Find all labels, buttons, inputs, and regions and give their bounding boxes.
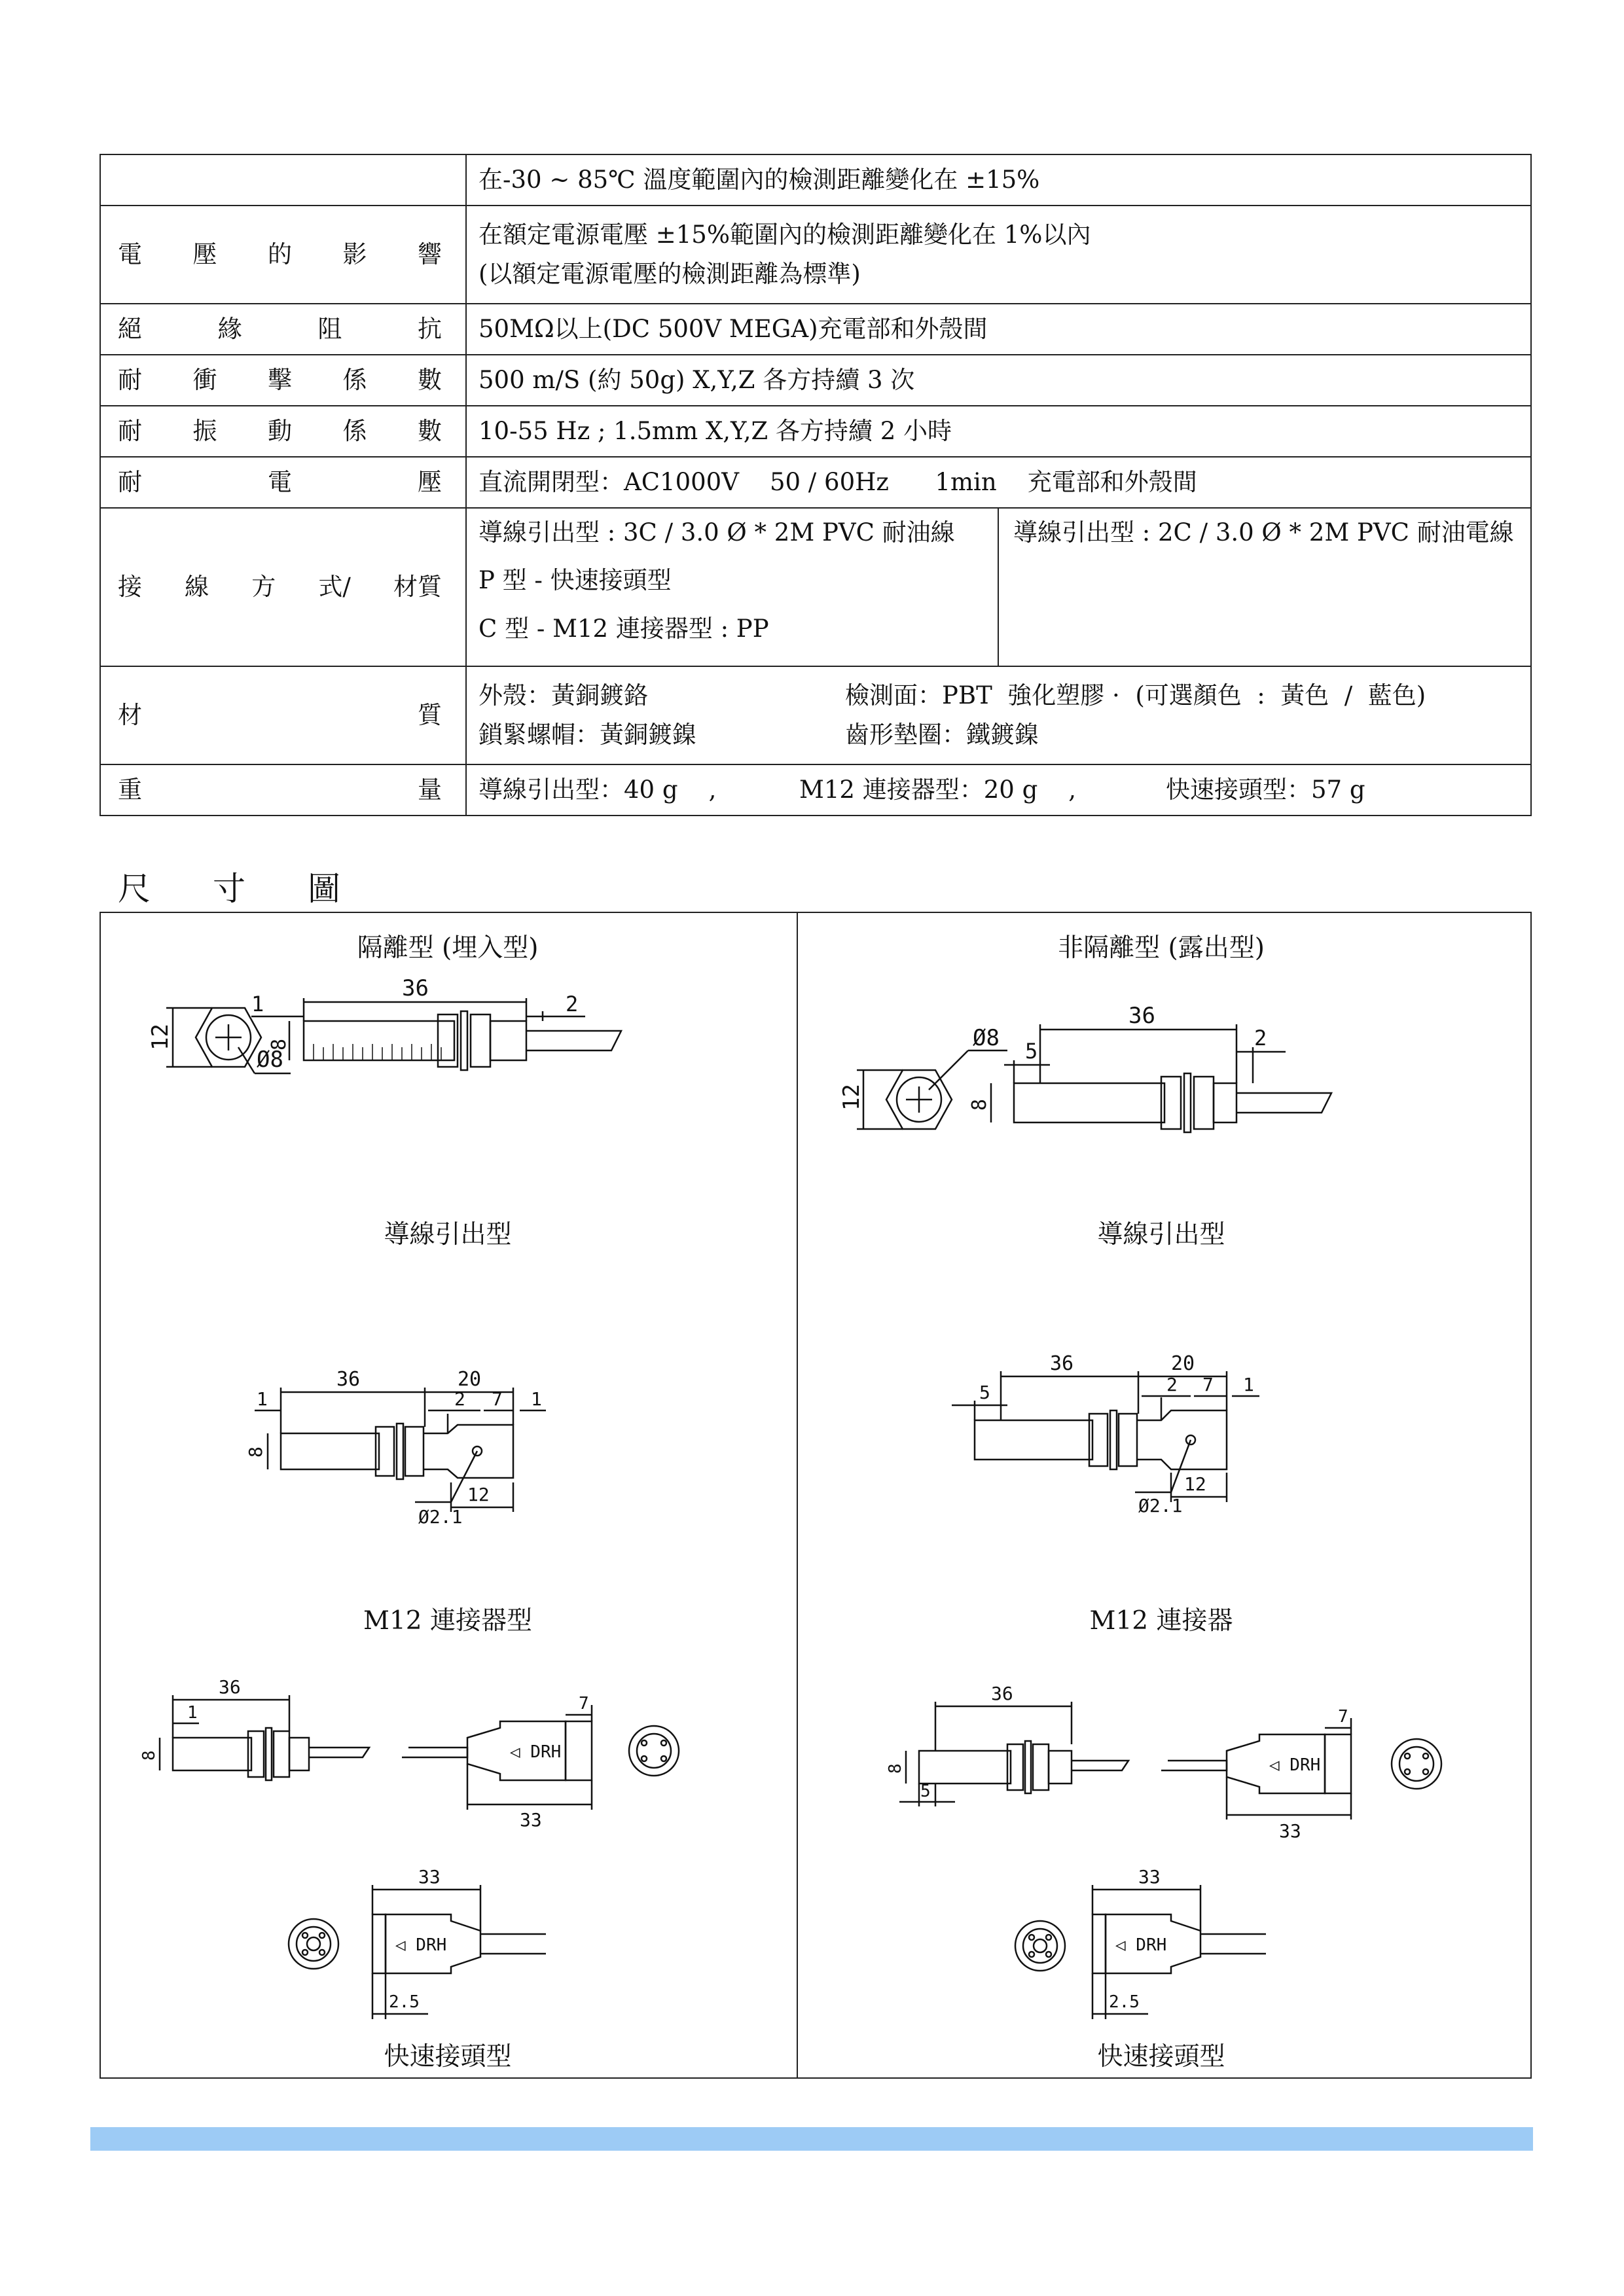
dim-25: 2.5 [389, 1992, 420, 2012]
drawing-right-m12 [854, 1332, 1508, 1541]
dim-12: 12 [467, 1484, 490, 1505]
dim-33: 33 [520, 1809, 542, 1831]
connector-body [1137, 1410, 1227, 1469]
dim-1: 1 [1243, 1374, 1254, 1395]
dim-1: 1 [251, 992, 264, 1016]
spec-row-withstand [100, 457, 1531, 508]
spec-value-voltage: 在額定電源電壓 ±15%範圍內的檢測距離變化在 1%以內 (以額定電源電壓的檢測距離為標準) [466, 206, 1531, 304]
dim-36: 36 [991, 1683, 1013, 1704]
cable [526, 1031, 621, 1050]
header-isolated: 隔離型 (埋入型) [357, 933, 539, 963]
drh-label-lower: ◁ DRH [395, 1935, 447, 1955]
dim-1: 1 [187, 1703, 198, 1723]
dim-25: 2.5 [1109, 1992, 1140, 2012]
drawing-left-m12 [140, 1352, 795, 1548]
cable [1236, 1093, 1331, 1113]
dim-8: 8 [245, 1446, 266, 1458]
spec-row-insulation [100, 304, 1531, 355]
spec-row-weight [100, 764, 1531, 816]
dim-phi8: Ø8 [257, 1047, 283, 1073]
dim-1b: 1 [531, 1388, 542, 1410]
spec-row-voltage [100, 206, 1531, 304]
dim-20: 20 [1171, 1352, 1195, 1375]
dim-5: 5 [979, 1382, 990, 1403]
cable-end [1161, 1761, 1227, 1770]
dim-12: 12 [839, 1084, 865, 1111]
threaded-body [919, 1751, 1011, 1784]
dim-20: 20 [458, 1368, 482, 1391]
spec-row-shock [100, 355, 1531, 406]
threaded-body [281, 1433, 379, 1469]
caption-left-m12: M12 連接器型 [363, 1606, 532, 1636]
spec-value-insulation: 50MΩ以上(DC 500V MEGA)充電部和外殼間 [466, 304, 1531, 355]
spec-value-vibration: 10-55 Hz ; 1.5mm X,Y,Z 各方持續 2 小時 [466, 406, 1531, 457]
dimension-divider [797, 913, 798, 2077]
dim-36: 36 [1128, 1003, 1155, 1029]
dim-2: 2 [566, 992, 579, 1016]
caption-left-cable: 導線引出型 [384, 1220, 512, 1249]
dim-36: 36 [1050, 1352, 1074, 1375]
dim-33: 33 [1279, 1820, 1301, 1842]
dim-8: 8 [139, 1750, 159, 1761]
spec-row-material [100, 666, 1531, 764]
dim-2: 2 [1254, 1026, 1267, 1050]
cable-lower [480, 1934, 546, 1954]
drawing-right-quick [840, 1666, 1508, 2032]
dim-12: 12 [147, 1024, 173, 1050]
dim-7: 7 [1202, 1374, 1214, 1395]
washer [461, 1011, 467, 1070]
drawing-left-quick [127, 1666, 795, 2032]
spec-table [99, 154, 1532, 816]
drawing-right-cable [839, 998, 1508, 1168]
caption-right-m12: M12 連接器 [1089, 1606, 1233, 1636]
washer [1184, 1073, 1191, 1132]
spec-label-voltage: 電 壓 的 影 響 [100, 206, 466, 304]
dim-8: 8 [268, 1038, 291, 1050]
washer [397, 1424, 403, 1479]
dim-phi21: Ø2.1 [1138, 1495, 1183, 1516]
dim-36: 36 [219, 1676, 241, 1698]
drh-label-lower: ◁ DRH [1115, 1935, 1167, 1955]
footer-color-bar [90, 2127, 1533, 2151]
threaded-body [173, 1738, 251, 1770]
nut-2 [471, 1014, 490, 1067]
drh-label: ◁ DRH [1269, 1755, 1321, 1775]
header-non-isolated: 非隔離型 (露出型) [1058, 933, 1265, 963]
drawing-left-cable [140, 975, 795, 1155]
cable-stub [309, 1748, 369, 1757]
caption-left-quick: 快速接頭型 [384, 2042, 512, 2072]
caption-right-cable: 導線引出型 [1097, 1220, 1225, 1249]
dimension-box [99, 912, 1532, 2079]
dim-33-lower: 33 [1138, 1866, 1161, 1888]
nut-2 [1119, 1414, 1137, 1466]
threaded-body [975, 1420, 1092, 1460]
dim-5: 5 [920, 1782, 931, 1801]
spec-label-insulation: 絕 緣 阻 抗 [100, 304, 466, 355]
cable-stub [1072, 1761, 1128, 1770]
wiring-non-isolated: 導線引出型 : 2C / 3.0 Ø * 2M PVC 耐油電線 [1013, 518, 1514, 547]
dim-12: 12 [1184, 1473, 1206, 1495]
washer [1110, 1410, 1117, 1469]
spec-label-vibration: 耐 振 動 係 數 [100, 406, 466, 457]
dim-1: 1 [257, 1388, 268, 1410]
dim-2: 2 [454, 1388, 465, 1410]
cable-lower [1200, 1934, 1266, 1954]
cable-end [402, 1748, 467, 1757]
dim-8: 8 [886, 1763, 905, 1774]
spec-label-weight: 重 量 [100, 764, 466, 816]
dim-7: 7 [492, 1388, 503, 1410]
spec-label-material: 材 質 [100, 666, 466, 764]
spec-value-wiring [466, 508, 1531, 666]
spec-label-shock: 耐 衝 擊 係 數 [100, 355, 466, 406]
dimension-title: 尺 寸 圖 [118, 870, 340, 908]
nut-2 [405, 1427, 424, 1476]
dim-33-lower: 33 [418, 1866, 441, 1888]
dim-5: 5 [1025, 1039, 1038, 1064]
spec-value-material: 外殼：黃銅鍍鉻 檢測面：PBT 強化塑膠 · (可選顏色 : 黃色 / 藍色) 鎖緊螺帽：黃銅鍍鎳 齒形墊圈：鐵鍍鎳 [466, 666, 1531, 764]
dim-7: 7 [1338, 1707, 1348, 1727]
wiring-isolated: 導線引出型 : 3C / 3.0 Ø * 2M PVC 耐油線 P 型 - 快速接頭型 C 型 - M12 連接器型 : PP [478, 509, 999, 666]
spec-row-vibration [100, 406, 1531, 457]
nut-2 [1194, 1077, 1214, 1129]
spec-row-wiring [100, 508, 1531, 666]
threaded-body [1014, 1083, 1164, 1122]
dim-phi8: Ø8 [973, 1025, 1000, 1051]
dim-8: 8 [968, 1098, 991, 1111]
spec-value-withstand: 直流開閉型：AC1000V 50 / 60Hz 1min 充電部和外殼間 [466, 457, 1531, 508]
dim-7: 7 [579, 1694, 589, 1713]
spec-label-wiring: 接 線 方 式/ 材質 [100, 508, 466, 666]
caption-right-quick: 快速接頭型 [1097, 2042, 1225, 2072]
dim-2: 2 [1166, 1374, 1178, 1395]
dim-36: 36 [402, 975, 429, 1001]
spec-value-temperature: 在-30 ~ 85℃ 溫度範圍內的檢測距離變化在 ±15% [466, 154, 1531, 206]
dim-36: 36 [336, 1368, 361, 1391]
spec-value-weight: 導線引出型：40 g , M12 連接器型：20 g , 快速接頭型：57 g [466, 764, 1531, 816]
spec-label-withstand: 耐 電 壓 [100, 457, 466, 508]
spec-value-shock: 500 m/S (約 50g) X,Y,Z 各方持續 3 次 [466, 355, 1531, 406]
drh-label: ◁ DRH [510, 1742, 562, 1762]
dim-phi21: Ø2.1 [418, 1506, 463, 1528]
spec-label-empty [100, 154, 466, 206]
spec-row-temperature [100, 154, 1531, 206]
